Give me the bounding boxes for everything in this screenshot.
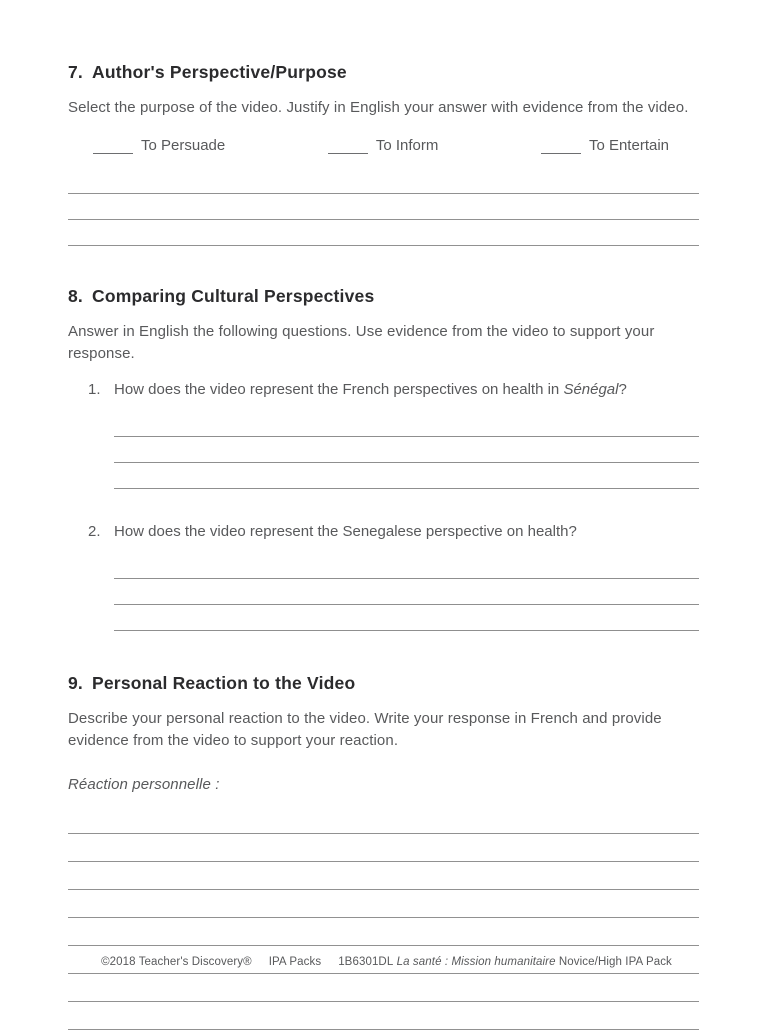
- question-2: [68, 523, 699, 540]
- question-2-answer-lines: [68, 553, 699, 631]
- option-to-persuade: [93, 137, 225, 154]
- answer-line: [68, 1002, 699, 1030]
- section-9-answer-lines: [68, 806, 699, 1030]
- footer-pack-level: Novice/High IPA Pack: [558, 956, 672, 968]
- footer-product-info: [338, 956, 672, 968]
- answer-line: [68, 890, 699, 918]
- answer-blank: [93, 138, 133, 154]
- option-label: To Inform: [375, 136, 439, 154]
- question-1-text-italic: Sénégal: [563, 381, 619, 399]
- section-8-instructions: Answer in English the following questions. Use evidence from the video to support your response.: [68, 322, 655, 362]
- question-1-text-main: How does the video represent the French perspectives on health in: [114, 381, 564, 399]
- section-7-heading: [68, 62, 699, 83]
- answer-line: [68, 918, 699, 946]
- option-label: To Persuade: [141, 136, 226, 154]
- answer-line: [114, 605, 699, 631]
- page-footer: [0, 956, 773, 968]
- answer-line: [68, 168, 699, 194]
- section-8-title: Comparing Cultural Perspectives: [92, 285, 375, 306]
- question-2-number: 2.: [88, 523, 101, 541]
- answer-blank: [328, 138, 368, 154]
- section-9-title: Personal Reaction to the Video: [92, 673, 356, 694]
- section-7-number: 7.: [68, 62, 83, 82]
- section-7-instructions: Select the purpose of the video. Justify in English your answer with evidence from the video.: [68, 99, 689, 116]
- answer-line: [114, 553, 699, 579]
- answer-line: [68, 194, 699, 220]
- question-1-answer-lines: [68, 411, 699, 489]
- section-8-number: 8.: [68, 285, 83, 306]
- purpose-options-row: [68, 137, 699, 154]
- question-1-text-suffix: ?: [618, 381, 627, 399]
- section-9-number: 9.: [68, 673, 83, 694]
- answer-line: [68, 806, 699, 834]
- footer-copyright: ©2018 Teacher's Discovery®: [101, 956, 252, 968]
- question-1: [68, 381, 699, 398]
- answer-blank: [541, 138, 581, 154]
- section-7-answer-lines: [68, 168, 699, 246]
- question-1-number: 1.: [88, 381, 101, 399]
- answer-line: [114, 579, 699, 605]
- footer-series: IPA Packs: [268, 956, 322, 968]
- section-7-title: Author's Perspective/Purpose: [92, 62, 347, 82]
- answer-line: [114, 463, 699, 489]
- answer-line: [68, 862, 699, 890]
- footer-product-title: La santé : Mission humanitaire: [396, 956, 556, 968]
- question-2-text: How does the video represent the Senegalese perspective on health?: [114, 523, 577, 541]
- option-to-inform: [328, 137, 439, 154]
- question-1-text: [114, 381, 699, 398]
- option-to-entertain: [541, 137, 669, 154]
- reaction-prompt: Réaction personnelle :: [68, 775, 220, 793]
- option-label: To Entertain: [588, 136, 669, 154]
- section-9-heading: [68, 673, 699, 694]
- answer-line: [68, 834, 699, 862]
- section-8-heading: [68, 286, 699, 307]
- section-9-instructions: Describe your personal reaction to the video. Write your response in French and provide evidence from the video to support your reaction.: [68, 710, 662, 749]
- answer-line: [68, 974, 699, 1002]
- footer-product-code: 1B6301DL: [338, 956, 394, 968]
- answer-line: [68, 220, 699, 246]
- answer-line: [114, 437, 699, 463]
- answer-line: [114, 411, 699, 437]
